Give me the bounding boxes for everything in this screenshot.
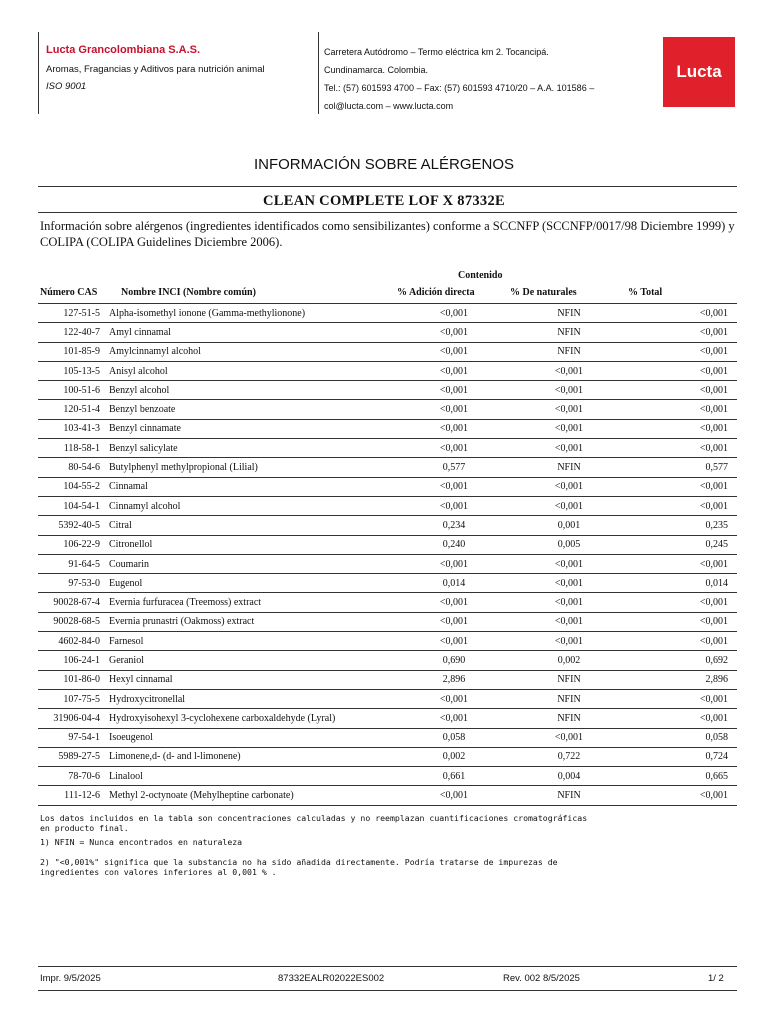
- cas-number: 97-54-1: [38, 728, 109, 747]
- direct-addition: 0,058: [389, 728, 519, 747]
- footer-rule: [38, 966, 737, 967]
- inci-name: Evernia prunastri (Oakmoss) extract: [109, 612, 389, 631]
- table-row: [38, 632, 737, 651]
- inci-name: Benzyl alcohol: [109, 381, 389, 400]
- company-name: Lucta Grancolombiana S.A.S.: [46, 44, 201, 56]
- total-content: 2,896: [619, 670, 737, 689]
- note-line: Los datos incluidos en la tabla son concentraciones calculadas y no reemplazan cuantificaciones cromatográficas: [40, 813, 588, 823]
- table-row: [38, 651, 737, 670]
- inci-name: Alpha-isomethyl ionone (Gamma-methylionone): [109, 304, 389, 323]
- natural-content: 0,002: [519, 651, 619, 670]
- natural-content: NFIN: [519, 323, 619, 342]
- cas-number: 101-86-0: [38, 670, 109, 689]
- natural-content: <0,001: [519, 574, 619, 593]
- table-row: [38, 709, 737, 728]
- document-title: INFORMACIÓN SOBRE ALÉRGENOS: [253, 156, 515, 173]
- table-row: [38, 419, 737, 438]
- cas-number: 4602-84-0: [38, 632, 109, 651]
- table-row: [38, 767, 737, 786]
- note-line: en producto final.: [40, 823, 129, 833]
- natural-content: NFIN: [519, 342, 619, 361]
- cas-number: 90028-67-4: [38, 593, 109, 612]
- inci-name: Limonene,d- (d- and l-limonene): [109, 747, 389, 766]
- table-row: [38, 477, 737, 496]
- natural-content: NFIN: [519, 670, 619, 689]
- cas-number: 97-53-0: [38, 574, 109, 593]
- inci-name: Coumarin: [109, 554, 389, 573]
- table-row: [38, 400, 737, 419]
- note-nfin: 1) NFIN = Nunca encontrados en naturaleza: [40, 837, 243, 847]
- cas-number: 104-55-2: [38, 477, 109, 496]
- total-content: <0,001: [619, 439, 737, 458]
- direct-addition: 0,240: [389, 535, 519, 554]
- total-content: 0,665: [619, 767, 737, 786]
- natural-content: <0,001: [519, 400, 619, 419]
- direct-addition: <0,001: [389, 709, 519, 728]
- natural-content: <0,001: [519, 477, 619, 496]
- table-row: [38, 728, 737, 747]
- direct-addition: 0,577: [389, 458, 519, 477]
- cas-number: 103-41-3: [38, 419, 109, 438]
- inci-name: Isoeugenol: [109, 728, 389, 747]
- header-divider: [318, 32, 319, 114]
- inci-name: Amyl cinnamal: [109, 323, 389, 342]
- total-content: <0,001: [619, 554, 737, 573]
- cas-number: 122-40-7: [38, 323, 109, 342]
- col-header-inci: Nombre INCI (Nombre común): [121, 287, 256, 298]
- natural-content: <0,001: [519, 612, 619, 631]
- inci-name: Evernia furfuracea (Treemoss) extract: [109, 593, 389, 612]
- natural-content: NFIN: [519, 458, 619, 477]
- col-header-total: % Total: [628, 287, 663, 298]
- cas-number: 127-51-5: [38, 304, 109, 323]
- cas-number: 5989-27-5: [38, 747, 109, 766]
- natural-content: <0,001: [519, 632, 619, 651]
- cas-number: 106-24-1: [38, 651, 109, 670]
- total-content: 0,245: [619, 535, 737, 554]
- table-row: [38, 612, 737, 631]
- natural-content: <0,001: [519, 439, 619, 458]
- direct-addition: <0,001: [389, 632, 519, 651]
- table-row: [38, 439, 737, 458]
- direct-addition: <0,001: [389, 400, 519, 419]
- cas-number: 106-22-9: [38, 535, 109, 554]
- natural-content: <0,001: [519, 496, 619, 515]
- table-row: [38, 786, 737, 805]
- table-row: [38, 361, 737, 380]
- total-content: <0,001: [619, 496, 737, 515]
- total-content: <0,001: [619, 323, 737, 342]
- notes: [40, 813, 587, 881]
- total-content: 0,235: [619, 516, 737, 535]
- footer-rule: [38, 990, 737, 991]
- lucta-logo: Lucta: [663, 37, 735, 107]
- inci-name: Geraniol: [109, 651, 389, 670]
- table-row: [38, 342, 737, 361]
- address-block: [324, 43, 594, 115]
- table-row: [38, 381, 737, 400]
- total-content: <0,001: [619, 612, 737, 631]
- total-content: <0,001: [619, 709, 737, 728]
- inci-name: Amylcinnamyl alcohol: [109, 342, 389, 361]
- natural-content: 0,005: [519, 535, 619, 554]
- inci-name: Eugenol: [109, 574, 389, 593]
- table-row: [38, 323, 737, 342]
- natural-content: <0,001: [519, 728, 619, 747]
- direct-addition: 0,014: [389, 574, 519, 593]
- total-content: 0,014: [619, 574, 737, 593]
- total-content: 0,692: [619, 651, 737, 670]
- inci-name: Citronellol: [109, 535, 389, 554]
- inci-name: Benzyl cinnamate: [109, 419, 389, 438]
- natural-content: <0,001: [519, 419, 619, 438]
- inci-name: Cinnamyl alcohol: [109, 496, 389, 515]
- cas-number: 107-75-5: [38, 689, 109, 708]
- inci-name: Farnesol: [109, 632, 389, 651]
- cas-number: 78-70-6: [38, 767, 109, 786]
- company-block: [46, 44, 265, 92]
- direct-addition: <0,001: [389, 419, 519, 438]
- cas-number: 118-58-1: [38, 439, 109, 458]
- cas-number: 104-54-1: [38, 496, 109, 515]
- inci-name: Hydroxycitronellal: [109, 689, 389, 708]
- table-row: [38, 689, 737, 708]
- cas-number: 91-64-5: [38, 554, 109, 573]
- inci-name: Hydroxyisohexyl 3-cyclohexene carboxaldehyde (Lyral): [109, 709, 389, 728]
- total-content: <0,001: [619, 400, 737, 419]
- direct-addition: 0,661: [389, 767, 519, 786]
- table-row: [38, 747, 737, 766]
- cas-number: 100-51-6: [38, 381, 109, 400]
- table-row: [38, 670, 737, 689]
- natural-content: <0,001: [519, 554, 619, 573]
- table-row: [38, 535, 737, 554]
- cas-number: 31906-04-4: [38, 709, 109, 728]
- product-name: CLEAN COMPLETE LOF X 87332E: [263, 193, 505, 209]
- col-header-direct: % Adición directa: [397, 287, 475, 298]
- total-content: <0,001: [619, 381, 737, 400]
- direct-addition: <0,001: [389, 342, 519, 361]
- direct-addition: 0,690: [389, 651, 519, 670]
- divider: [38, 186, 737, 187]
- divider: [38, 212, 737, 213]
- document-header: [0, 32, 768, 114]
- total-content: <0,001: [619, 689, 737, 708]
- direct-addition: 0,234: [389, 516, 519, 535]
- direct-addition: <0,001: [389, 477, 519, 496]
- direct-addition: <0,001: [389, 323, 519, 342]
- natural-content: <0,001: [519, 593, 619, 612]
- inci-name: Benzyl salicylate: [109, 439, 389, 458]
- cas-number: 90028-68-5: [38, 612, 109, 631]
- col-header-natural: % De naturales: [510, 287, 577, 298]
- contact-line: Tel.: (57) 601593 4700 – Fax: (57) 601593 4710/20 – A.A. 101586 –: [324, 83, 595, 93]
- cas-number: 105-13-5: [38, 361, 109, 380]
- inci-name: Cinnamal: [109, 477, 389, 496]
- total-content: <0,001: [619, 786, 737, 805]
- direct-addition: <0,001: [389, 496, 519, 515]
- print-date: Impr. 9/5/2025: [40, 973, 101, 984]
- inci-name: Hexyl cinnamal: [109, 670, 389, 689]
- content-group-header: Contenido: [458, 270, 503, 281]
- allergen-table: [38, 304, 737, 806]
- total-content: 0,058: [619, 728, 737, 747]
- total-content: <0,001: [619, 593, 737, 612]
- direct-addition: 2,896: [389, 670, 519, 689]
- inci-name: Linalool: [109, 767, 389, 786]
- table-row: [38, 496, 737, 515]
- total-content: <0,001: [619, 419, 737, 438]
- header-divider: [38, 32, 39, 114]
- table-row: [38, 554, 737, 573]
- contact-line: col@lucta.com – www.lucta.com: [324, 101, 454, 111]
- natural-content: NFIN: [519, 786, 619, 805]
- cas-number: 80-54-6: [38, 458, 109, 477]
- direct-addition: <0,001: [389, 439, 519, 458]
- inci-name: Methyl 2-octynoate (Mehylheptine carbonate): [109, 786, 389, 805]
- direct-addition: <0,001: [389, 361, 519, 380]
- inci-name: Benzyl benzoate: [109, 400, 389, 419]
- table-row: [38, 458, 737, 477]
- direct-addition: <0,001: [389, 786, 519, 805]
- direct-addition: <0,001: [389, 593, 519, 612]
- cas-number: 101-85-9: [38, 342, 109, 361]
- direct-addition: 0,002: [389, 747, 519, 766]
- note-line: 2) "<0,001%" significa que la substancia no ha sido añadida directamente. Podría tratarse de impurezas de: [40, 857, 558, 867]
- intro-text: Información sobre alérgenos (ingredientes identificados como sensibilizantes) conforme a SCCNFP (SCCNFP/0017/98 Diciembre 1999) y COLIPA (COLIPA Guidelines Diciembre 2006).: [40, 219, 735, 249]
- direct-addition: <0,001: [389, 689, 519, 708]
- col-header-cas: Número CAS: [40, 287, 98, 298]
- total-content: <0,001: [619, 361, 737, 380]
- iso-certification: ISO 9001: [46, 81, 87, 92]
- page-number: 1/ 2: [708, 973, 724, 984]
- natural-content: 0,722: [519, 747, 619, 766]
- natural-content: 0,001: [519, 516, 619, 535]
- document-code: 87332EALR02022ES002: [278, 973, 385, 984]
- total-content: <0,001: [619, 342, 737, 361]
- table-row: [38, 516, 737, 535]
- cas-number: 111-12-6: [38, 786, 109, 805]
- company-description: Aromas, Fragancias y Aditivos para nutrición animal: [46, 64, 265, 75]
- table-row: [38, 304, 737, 323]
- natural-content: <0,001: [519, 361, 619, 380]
- inci-name: Butylphenyl methylpropional (Lilial): [109, 458, 389, 477]
- natural-content: NFIN: [519, 304, 619, 323]
- inci-name: Citral: [109, 516, 389, 535]
- cas-number: 120-51-4: [38, 400, 109, 419]
- inci-name: Anisyl alcohol: [109, 361, 389, 380]
- table-row: [38, 574, 737, 593]
- total-content: <0,001: [619, 632, 737, 651]
- natural-content: 0,004: [519, 767, 619, 786]
- total-content: 0,724: [619, 747, 737, 766]
- address-line: Cundinamarca. Colombia.: [324, 65, 429, 75]
- total-content: <0,001: [619, 477, 737, 496]
- natural-content: NFIN: [519, 689, 619, 708]
- natural-content: <0,001: [519, 381, 619, 400]
- direct-addition: <0,001: [389, 381, 519, 400]
- direct-addition: <0,001: [389, 612, 519, 631]
- total-content: <0,001: [619, 304, 737, 323]
- note-line: ingredientes con valores inferiores al 0,001 % .: [40, 867, 277, 877]
- table-row: [38, 593, 737, 612]
- cas-number: 5392-40-5: [38, 516, 109, 535]
- total-content: 0,577: [619, 458, 737, 477]
- revision: Rev. 002 8/5/2025: [503, 973, 580, 984]
- natural-content: NFIN: [519, 709, 619, 728]
- direct-addition: <0,001: [389, 304, 519, 323]
- direct-addition: <0,001: [389, 554, 519, 573]
- address-line: Carretera Autódromo – Termo eléctrica km 2. Tocancipá.: [324, 47, 549, 57]
